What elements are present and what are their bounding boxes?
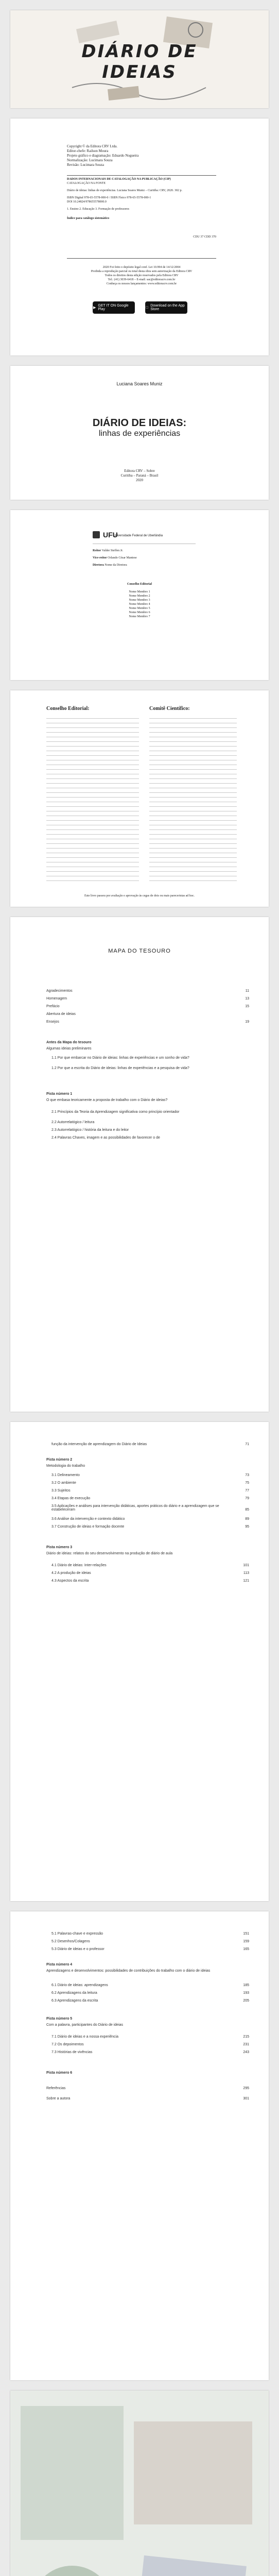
copyright-line: Editor-chefe: Railson Moura xyxy=(67,149,109,153)
book-title-line2: linhas de experiências xyxy=(98,429,181,438)
toc-section-head: Pista número 3 xyxy=(46,1546,73,1549)
ufu-row xyxy=(93,556,206,560)
toc-item[interactable] xyxy=(51,1984,249,1987)
app-store-badge[interactable] xyxy=(145,301,187,314)
toc-item-label: Agradecimentos xyxy=(46,989,73,993)
map-page-2 xyxy=(10,1422,269,1901)
toc-item-page: 75 xyxy=(245,1481,249,1485)
cip-body: Diário de ideias: linhas de experiências. Luciana Soares Muniz – Curitiba: CRV, 2020. 302 p. xyxy=(67,189,183,192)
toc-section-sub: Aprendizagens e desenvolvimentos: possibilidades de contribuições do trabalho com o diário de ideias xyxy=(46,1969,211,1973)
toc-item-label: 7.1 Diário de ideias e a nossa experiência xyxy=(51,2035,118,2039)
legal-notices xyxy=(57,265,226,286)
toc-item[interactable] xyxy=(51,1940,249,1943)
toc-item-label: 5.1 Palavras-chave e expressão xyxy=(51,1932,103,1936)
toc-item[interactable] xyxy=(51,1473,249,1477)
ufu-row-value: Valder Steffen Jr. xyxy=(101,549,124,552)
legal-notice: 2020 Foi feito o depósito legal conf. Lei 10.994 de 14/12/2004 xyxy=(102,266,181,269)
toc-item[interactable]: 1.1 Por que embarcar no Diário de ideias: linhas de experiências e um sonho de vida? xyxy=(51,1056,189,1060)
toc-item-label: 3.5 Aplicações e análises para intervenção didáticas, aportes práticos do diário e a aprendizagem que se estabeleceram xyxy=(51,1504,219,1512)
copyright-line: Projeto gráfico e diagramação: Eduardo Nogueira xyxy=(67,154,139,158)
toc-section-sub: Com a palavra, participantes do Diário de ideias xyxy=(46,2023,124,2027)
toc-item-page: 185 xyxy=(243,1984,249,1987)
legal-phone: Tel.: (41) 3039-6418 – E-mail: sac@editoracrv.com.br xyxy=(108,278,176,281)
toc-item-label: 5.3 Diário de ideias e o professor xyxy=(51,1947,104,1951)
copyright-block xyxy=(67,144,216,167)
publisher-block xyxy=(10,469,269,483)
toc-item[interactable] xyxy=(51,1947,249,1951)
toc-section-head: Pista número 6 xyxy=(46,2071,73,2075)
play-icon: ▶ xyxy=(93,306,96,310)
publisher-year: 2020 xyxy=(136,478,143,482)
council-footer: Este livro passou por avaliação e aprovação às cegas de dois ou mais pareceristas ad hoc. xyxy=(84,894,195,897)
toc-item[interactable] xyxy=(46,1005,249,1008)
toc-item[interactable] xyxy=(51,1932,249,1936)
toc-item[interactable] xyxy=(51,1517,249,1521)
map-title: MAPA DO TESOURO xyxy=(108,948,171,954)
toc-item-page: 13 xyxy=(245,997,249,1001)
ufu-row-label: Diretora xyxy=(93,564,104,567)
ufu-names xyxy=(10,590,269,619)
book-title xyxy=(10,417,269,438)
toc-item-label: 4.2 A produção de ideias xyxy=(51,1571,91,1575)
toc-item-page: 85 xyxy=(245,1508,249,1512)
toc-item-label: 5.2 Desenhos/Colagens xyxy=(51,1940,90,1943)
toc-item[interactable] xyxy=(46,989,249,993)
toc-section-head: Pista número 5 xyxy=(46,2017,73,2021)
toc-item-label: 3.6 Análise da intervenção e contexto didático xyxy=(51,1517,125,1521)
toc-item-label: 3.1 Delineamento xyxy=(51,1473,80,1477)
toc-item[interactable] xyxy=(46,2087,249,2090)
council-page xyxy=(10,690,269,907)
publisher-name: Editora CRV – Sobre xyxy=(124,469,155,473)
toc-item-page: 159 xyxy=(243,1940,249,1943)
toc-section-head: Antes da Mapa do tesouro xyxy=(46,1041,92,1044)
toc-item[interactable] xyxy=(46,1012,238,1016)
toc-item[interactable] xyxy=(51,1579,249,1583)
cip-sub: CATALOGAÇÃO NA FONTE xyxy=(67,182,106,185)
copyright-line: Normalização: Lucimara Souza xyxy=(67,158,113,162)
toc-item-label: 3.7 Construção de ideias e formação docente xyxy=(51,1525,125,1529)
toc-item-page: 231 xyxy=(243,2043,249,2046)
ufu-row xyxy=(93,549,206,553)
ufu-name: Nome Membro 5 xyxy=(129,607,150,610)
toc-item-page: 193 xyxy=(243,1991,249,1995)
toc-section-head: Pista número 1 xyxy=(46,1092,73,1096)
ufu-name: Nome Membro 4 xyxy=(129,603,150,606)
toc-item[interactable] xyxy=(51,2035,249,2039)
cip-indices: Índice para catálogo sistemático xyxy=(67,217,110,220)
toc-item-page: 15 xyxy=(245,1005,249,1008)
legal-site: Conheça os nossos lançamentos: www.editoracrv.com.br xyxy=(106,282,177,285)
council-right-title: Comitê Científico: xyxy=(149,706,190,711)
copyright-page xyxy=(10,118,269,355)
toc-item-label: 4.3 Aspectos da escrita xyxy=(51,1579,89,1583)
toc-item-label: Abertura de ideias xyxy=(46,1012,76,1016)
toc-section-sub: Metodologia do trabalho xyxy=(46,1464,85,1468)
copyright-line: Copyright © da Editora CRV Ltda. xyxy=(67,144,117,148)
toc-section-head: Pista número 4 xyxy=(46,1963,73,1967)
council-right-list xyxy=(149,715,237,885)
toc-item-label: função da intervenção de aprendizagem do Diário de Ideias xyxy=(51,1443,147,1446)
toc-item-page: 243 xyxy=(243,2050,249,2054)
map-page-3 xyxy=(10,1911,269,2380)
toc-item-page: 113 xyxy=(243,1571,249,1575)
cip-title: DADOS INTERNACIONAIS DE CATALOGAÇÃO NA PUBLICAÇÃO (CIP) xyxy=(67,178,171,181)
cip-doi: DOI 10.24824/978655578000.0 xyxy=(67,200,107,204)
toc-item-label: Referências xyxy=(46,2087,66,2090)
toc-item-label: 7.2 Os depoimentos xyxy=(51,2043,84,2046)
ufu-conselho-label: Conselho Editorial xyxy=(127,583,152,586)
ufu-rows xyxy=(93,549,206,567)
art-page xyxy=(10,2391,269,2576)
publisher-city: Curitiba – Paraná – Brasil xyxy=(120,473,159,478)
ufu-row-value: Nome da Diretora xyxy=(104,564,127,567)
toc-item[interactable] xyxy=(51,1999,249,2003)
ufu-logo-text: UFU xyxy=(103,531,118,539)
council-left-list xyxy=(46,715,139,885)
apple-icon xyxy=(146,306,148,310)
toc-item-page: 95 xyxy=(245,1525,249,1529)
toc-item-label: Sobre a autora xyxy=(46,2097,71,2100)
toc-item[interactable] xyxy=(46,2097,249,2100)
author-name: Luciana Soares Muniz xyxy=(116,381,163,386)
toc-item[interactable]: 2.4 Palavras Chaves, imagem e as possibilidades de favorecer o de xyxy=(51,1136,160,1140)
toc-item[interactable] xyxy=(51,1564,249,1567)
ufu-page xyxy=(10,510,269,680)
google-play-badge[interactable] xyxy=(93,301,135,314)
cover-title-line2: IDEIAS xyxy=(102,62,177,82)
toc-section-head: Pista número 2 xyxy=(46,1458,73,1462)
toc-item-page: 165 xyxy=(243,1947,249,1951)
toc-item-page: 89 xyxy=(245,1517,249,1521)
toc-item-page: 71 xyxy=(245,1443,249,1446)
ufu-row-value: Orlando César Mantese xyxy=(108,556,137,560)
legal-todos: Todos os direitos desta edição reservados pela Editora CRV xyxy=(104,274,179,277)
toc-item-label: 6.3 Aprendizagens da escrita xyxy=(51,1999,98,2003)
cover-title xyxy=(10,41,269,82)
toc-item-page: 301 xyxy=(243,2097,249,2100)
cip-box xyxy=(67,175,216,259)
toc-item-page: 205 xyxy=(243,1999,249,2003)
toc-item-page: 151 xyxy=(243,1932,249,1936)
ufu-row-label: Vice-reitor xyxy=(93,556,107,560)
toc-item[interactable]: 2.3 Autorrelatógico / história da leitura e do leitor xyxy=(51,1128,129,1132)
ufu-logo-sub: Universidade Federal de Uberlândia xyxy=(113,534,163,537)
cip-subjects: 1. Ensino 2. Educação 3. Formação de professores xyxy=(67,208,129,211)
toc-item[interactable] xyxy=(51,1525,249,1529)
toc-item-page: 101 xyxy=(243,1564,249,1567)
toc-section-sub: O que embasa teoricamente a proposta de trabalho com o Diário de ideias? xyxy=(46,1098,168,1102)
toc-item-label: 3.2 O ambiente xyxy=(51,1481,76,1485)
toc-item-label: 3.4 Etapas de execução xyxy=(51,1497,91,1500)
toc-item-label: 6.1 Diário de ideias: aprendizagens xyxy=(51,1984,108,1987)
ufu-name: Nome Membro 2 xyxy=(129,595,150,598)
art-collage xyxy=(10,2391,269,2576)
toc-item[interactable] xyxy=(46,1020,249,1024)
toc-item[interactable]: 1.2 Por que a escrita do Diário de ideias: linhas de experiências e a pesquisa de vida? xyxy=(51,1066,189,1070)
toc-item-label: Prefácio xyxy=(46,1005,60,1008)
toc-item-label: 3.3 Sujeitos xyxy=(51,1489,71,1493)
toc-item-page: 19 xyxy=(245,1020,249,1024)
cover-title-line1: DIÁRIO DE xyxy=(81,41,198,62)
toc-item[interactable] xyxy=(51,1489,249,1493)
toc-item[interactable] xyxy=(46,997,249,1001)
title-page xyxy=(10,366,269,500)
toc-item[interactable]: 2.1 Princípios da Teoria da Aprendizagem significativa como princípio orientador xyxy=(51,1110,180,1114)
cip-cdu: CDU 37 CDD 370 xyxy=(193,235,216,239)
toc-item[interactable] xyxy=(51,1443,249,1446)
cip-isbn: ISBN Digital 978-65-5578-000-0 / ISBN Físico 978-65-5578-000-1 xyxy=(67,196,151,199)
ufu-name: Nome Membro 3 xyxy=(129,599,150,602)
copyright-line: Revisão: Lucimara Souza xyxy=(67,163,104,167)
ufu-name: Nome Membro 7 xyxy=(129,615,150,618)
toc-section-sub: Diário de ideias: relatos do seu desenvolvimento na produção de diário de aula xyxy=(46,1552,173,1555)
toc-item-page: 121 xyxy=(243,1579,249,1583)
toc-item[interactable] xyxy=(51,1497,249,1500)
cover-page xyxy=(10,10,269,108)
ufu-name: Nome Membro 1 xyxy=(129,590,150,594)
toc-item-page: 215 xyxy=(243,2035,249,2039)
google-play-label: GET IT ON Google Play xyxy=(98,304,129,311)
toc-item-label: 4.1 Diário de ideias: Inter-relações xyxy=(51,1564,107,1567)
toc-item[interactable] xyxy=(51,2043,249,2046)
toc-item-page: 77 xyxy=(245,1489,249,1493)
book-title-line1: DIÁRIO DE IDEIAS: xyxy=(92,417,187,429)
toc-item[interactable]: 2.2 Autorrelatógico / leitura xyxy=(51,1121,95,1124)
ufu-name: Nome Membro 6 xyxy=(129,611,150,614)
app-store-label: Download on the App Store xyxy=(148,304,182,311)
toc-item-page: 79 xyxy=(245,1497,249,1500)
toc-item[interactable] xyxy=(51,1571,249,1575)
toc-item-page: 11 xyxy=(245,989,249,993)
toc-item[interactable] xyxy=(51,1504,249,1512)
ufu-row-label: Reitor xyxy=(93,549,101,552)
toc-item[interactable] xyxy=(51,1991,249,1995)
toc-item-page: 295 xyxy=(243,2087,249,2090)
map-page-1 xyxy=(10,917,269,1412)
council-left-title: Conselho Editorial: xyxy=(46,706,90,711)
legal-proibida: Proibida a reprodução parcial ou total desta obra sem autorização da Editora CRV xyxy=(91,270,193,273)
toc-item-label: 7.3 Histórias de vivências xyxy=(51,2050,93,2054)
toc-item-label: Homenagem xyxy=(46,997,67,1001)
toc-section-sub: Algumas ideias preliminares xyxy=(46,1047,92,1050)
ufu-row xyxy=(93,563,206,567)
toc-item-page: 73 xyxy=(245,1473,249,1477)
toc-item[interactable] xyxy=(51,1481,249,1485)
toc-item-label: Ensejos xyxy=(46,1020,59,1024)
toc-item[interactable] xyxy=(51,2050,249,2054)
ufu-emblem-icon xyxy=(93,531,100,538)
toc-item-label: 6.2 Aprendizagens da leitura xyxy=(51,1991,97,1995)
